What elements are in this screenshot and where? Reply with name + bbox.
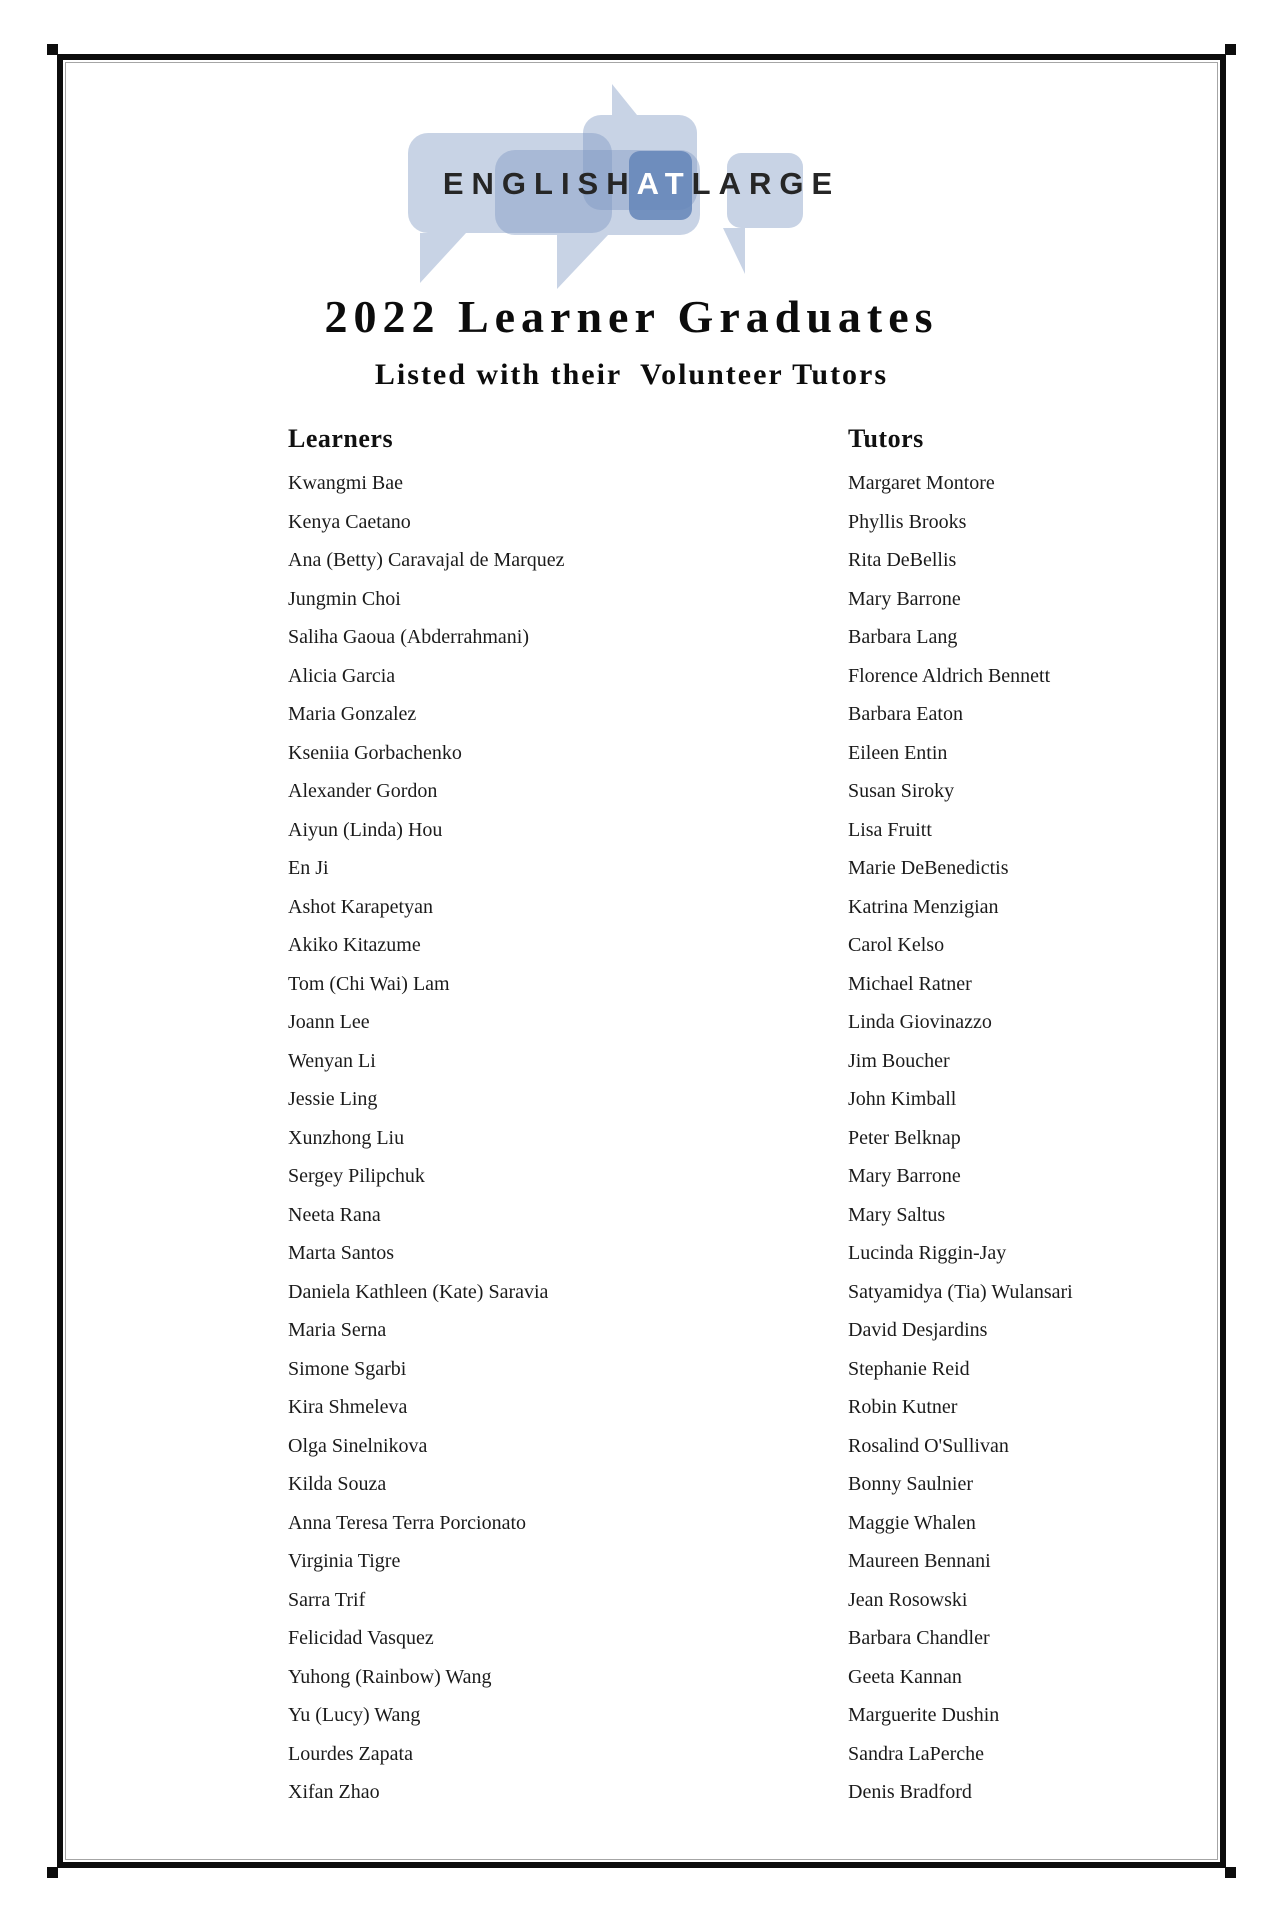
list-item: Margaret Montore [848,472,995,494]
list-item: Kilda Souza [288,1473,387,1495]
list-item: Katrina Menzigian [848,895,999,918]
list-item: Maria Serna [288,1319,387,1341]
list-item: Alicia Garcia [288,664,396,687]
list-item: Yu (Lucy) Wang [288,1704,421,1726]
list-item: Daniela Kathleen (Kate) Saravia [288,1280,549,1303]
list-item: Yuhong (Rainbow) Wang [288,1665,492,1688]
list-item: Lourdes Zapata [288,1742,413,1765]
list-item: Alexander Gordon [288,780,438,802]
list-item: Stephanie Reid [848,1357,970,1380]
list-item: Olga Sinelnikova [288,1434,428,1457]
list-item: Kwangmi Bae [288,472,403,494]
list-item: Phyllis Brooks [848,510,967,533]
list-item: Michael Ratner [848,972,972,995]
list-item: Saliha Gaoua (Abderrahmani) [288,626,530,648]
list-item: Peter Belknap [848,1126,961,1149]
list-item: Linda Giovinazzo [848,1011,992,1033]
speech-bubble-tail-icon [420,233,466,283]
list-item: Rita DeBellis [848,549,957,571]
list-item: Maria Gonzalez [288,703,417,725]
list-item: Felicidad Vasquez [288,1627,434,1649]
list-item: Anna Teresa Terra Porcionato [288,1511,527,1534]
list-item: Mary Saltus [848,1203,946,1226]
list-item: Lisa Fruitt [848,818,932,841]
list-item: Kenya Caetano [288,510,411,533]
list-item: Lucinda Riggin-Jay [848,1242,1007,1264]
list-item: John Kimball [848,1088,957,1110]
list-item: Jessie Ling [288,1088,378,1110]
list-item: Barbara Eaton [848,703,963,725]
list-item: Barbara Chandler [848,1627,990,1649]
logo-word-at: AT [636,166,692,201]
learners-column [288,426,565,1812]
list-item: Jean Rosowski [848,1588,968,1611]
list-item: Robin Kutner [848,1396,958,1418]
list-item: Joann Lee [288,1011,370,1033]
list-item: Florence Aldrich Bennett [848,664,1051,687]
list-item: Kseniia Gorbachenko [288,741,462,764]
list-item: Eileen Entin [848,741,948,764]
speech-bubble-tail-icon [557,235,608,289]
speech-bubble-tail-icon [723,228,745,274]
list-item: Marie DeBenedictis [848,857,1009,879]
learners-column-header: Learners [288,424,394,453]
list-item: David Desjardins [848,1319,988,1341]
list-item: Tom (Chi Wai) Lam [288,972,450,995]
list-item: Virginia Tigre [288,1550,401,1572]
list-item: Sandra LaPerche [848,1742,985,1765]
list-item: Marta Santos [288,1242,395,1264]
list-item: Mary Barrone [848,1165,961,1187]
logo-word-large: LARGE [691,166,841,201]
list-item: Denis Bradford [848,1781,972,1803]
list-item: Sarra Trif [288,1588,366,1611]
page-title: 2022 Learner Graduates [324,291,939,342]
list-item: Maureen Bennani [848,1550,991,1572]
list-item: Maggie Whalen [848,1511,976,1534]
list-item: Ashot Karapetyan [288,895,433,918]
logo-word-english: ENGLISH [442,166,637,201]
list-item: Kira Shmeleva [288,1396,408,1418]
list-item: Bonny Saulnier [848,1473,973,1495]
list-item: Geeta Kannan [848,1665,962,1688]
page-border-frame [57,54,1226,1868]
list-item: En Ji [288,857,329,879]
list-item: Wenyan Li [288,1049,376,1072]
list-item: Jim Boucher [848,1049,950,1072]
speech-bubble-tail-icon [612,84,637,115]
list-item: Xunzhong Liu [288,1126,405,1149]
list-item: Barbara Lang [848,626,958,648]
list-item: Simone Sgarbi [288,1357,407,1380]
list-item: Sergey Pilipchuk [288,1165,425,1187]
list-item: Jungmin Choi [288,587,401,610]
list-item: Aiyun (Linda) Hou [288,818,443,841]
learners-list [288,464,565,1812]
list-item: Carol Kelso [848,934,945,956]
tutors-column-header: Tutors [848,424,924,453]
list-item: Neeta Rana [288,1203,381,1226]
list-item: Ana (Betty) Caravajal de Marquez [288,549,565,571]
list-item: Rosalind O'Sullivan [848,1434,1009,1457]
page-subtitle: Listed with their Volunteer Tutors [374,358,889,391]
list-item: Satyamidya (Tia) Wulansari [848,1280,1073,1303]
list-item: Susan Siroky [848,780,955,802]
list-item: Marguerite Dushin [848,1704,1000,1726]
list-item: Akiko Kitazume [288,934,421,956]
tutors-column [848,426,1073,1812]
tutors-list [848,464,1073,1812]
list-item: Xifan Zhao [288,1781,380,1803]
list-item: Mary Barrone [848,587,961,610]
logo-wordmark [63,166,1220,202]
